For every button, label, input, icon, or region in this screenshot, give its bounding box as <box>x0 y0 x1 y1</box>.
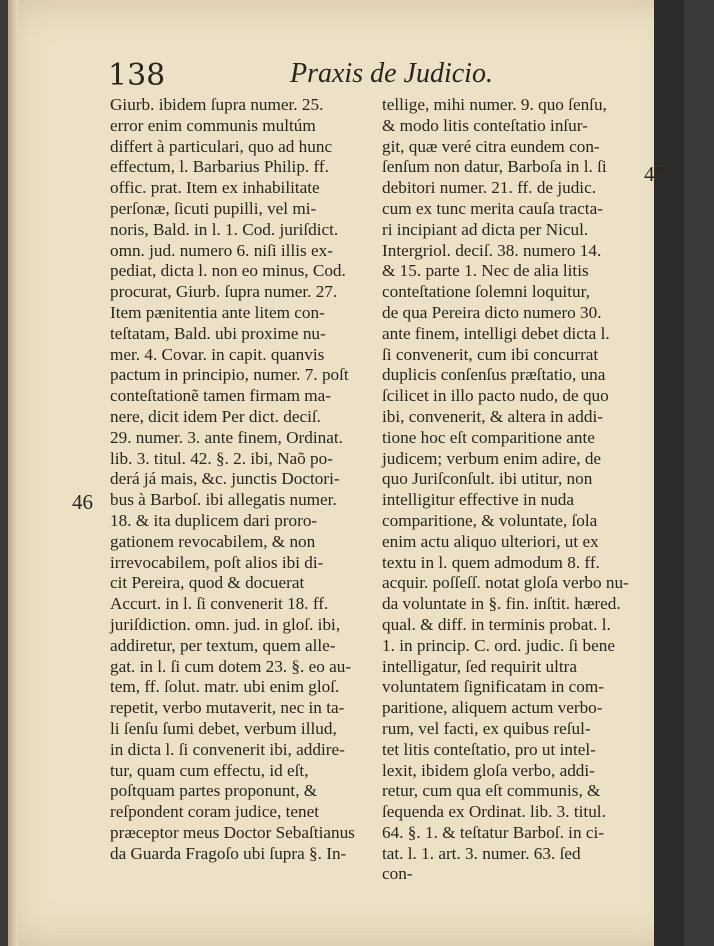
text-line: ſi convenerit, cum ibi concurrat <box>382 344 599 364</box>
text-line: error enim communis multúm <box>110 115 316 135</box>
text-line: tat. l. 1. art. 3. numer. 63. ſed <box>382 843 581 863</box>
text-line: voluntatem ſignificatam in com- <box>382 677 604 697</box>
text-line: ibi, convenerit, & altera in addi- <box>382 406 603 426</box>
book-page <box>8 0 684 946</box>
text-line: addiretur, per textum, quem alle- <box>110 635 336 655</box>
text-line: reſpondent coram judice, tenet <box>110 802 320 822</box>
text-line: paritione, aliquem actum verbo- <box>382 698 603 718</box>
text-line: nere, dicit idem Per dict. deciſ. <box>110 406 321 426</box>
text-line: ri incipiant ad dicta per Nicul. <box>382 219 589 239</box>
text-line: cit Pereira, quod & docuerat <box>110 573 305 593</box>
text-line: tet litis conteſtatio, pro ut intel- <box>382 739 596 759</box>
text-line: de qua Pereira dicto numero 30. <box>382 302 602 322</box>
text-line: cum ex tunc merita cauſa tracta- <box>382 198 603 218</box>
text-line: ſenſum non datur, Barboſa in l. ſi <box>382 157 607 177</box>
text-line: Intergriol. deciſ. 38. numero 14. <box>382 240 602 260</box>
text-line: juriſdiction. omn. jud. in gloſ. ibi, <box>110 614 341 634</box>
text-line: 1. in princip. C. ord. judic. ſi bene <box>382 635 615 655</box>
text-line: 29. numer. 3. ante finem, Ordinat. <box>110 427 343 447</box>
text-line: enim actu aliquo ulteriori, ut ex <box>382 531 599 551</box>
left-text-column <box>110 95 372 864</box>
text-line: tur, quam cum effectu, id eſt, <box>110 760 309 780</box>
text-line: retur, cum qua eſt communis, & <box>382 781 601 801</box>
text-line: conteſtationẽ tamen firmam ma- <box>110 386 331 406</box>
text-line: pactum in principio, numer. 7. poſt <box>110 365 349 385</box>
text-line: irrevocabilem, poſt alios ibi di- <box>110 552 324 572</box>
right-text-column <box>382 95 644 885</box>
text-line: qual. & diff. in terminis probat. l. <box>382 614 611 634</box>
text-line: da voluntate in §. fin. inſtit. hæred. <box>382 594 621 614</box>
text-line: tem, ff. ſolut. matr. ubi enim gloſ. <box>110 677 340 697</box>
page-number: 138 <box>108 58 166 93</box>
text-line: tellige, mihi numer. 9. quo ſenſu, <box>382 95 607 114</box>
text-line: git, quæ veré citra eundem con- <box>382 136 600 156</box>
text-line: omn. jud. numero 6. niſi illis ex- <box>110 240 333 260</box>
text-line: in dicta l. ſi convenerit ibi, addire- <box>110 739 345 759</box>
text-line: lexit, ibidem gloſa verbo, addi- <box>382 760 595 780</box>
text-line: textu in l. quem admodum 8. ff. <box>382 552 600 572</box>
text-line: quo Juriſconſult. ibi utitur, non <box>382 469 593 489</box>
text-line: derá já mais, &c. junctis Doctori- <box>110 469 340 489</box>
text-line: lib. 3. titul. 42. §. 2. ibi, Naõ po- <box>110 448 333 468</box>
text-line: Accurt. in l. ſi convenerit 18. ff. <box>110 594 329 614</box>
margin-number-left: 46 <box>72 490 93 514</box>
page-edge-shadow <box>654 0 684 946</box>
margin-number-right: 47 <box>644 162 665 186</box>
running-title: Praxis de Judicio. <box>290 58 493 89</box>
text-line: ſcilicet in illo pacto nudo, de quo <box>382 386 609 406</box>
text-line: perſonæ, ſicuti pupilli, vel mi- <box>110 198 317 218</box>
text-line: bus à Barboſ. ibi allegatis numer. <box>110 490 337 510</box>
text-line: offic. prat. Item ex inhabilitate <box>110 178 320 198</box>
text-line: duplicis conſenſus præſtatio, una <box>382 365 606 385</box>
text-line: judicem; verbum enim adire, de <box>382 448 602 468</box>
text-line: da Guarda Fragoſo ubi ſupra §. In- <box>110 843 347 863</box>
text-line: & modo litis conteſtatio inſur- <box>382 115 588 135</box>
text-line: tione hoc eſt comparitione ante <box>382 427 595 447</box>
text-line: præceptor meus Doctor Sebaſtianus <box>110 822 355 842</box>
text-line: Item pænitentia ante litem con- <box>110 302 325 322</box>
text-line: 18. & ita duplicem dari proro- <box>110 510 318 530</box>
text-line: ante finem, intelligi debet dicta l. <box>382 323 610 343</box>
text-line: li ſenſu ſumi debet, verbum illud, <box>110 718 337 738</box>
text-line: Giurb. ibidem ſupra numer. 25. <box>110 95 324 114</box>
text-line: gationem revocabilem, & non <box>110 531 316 551</box>
text-line: & 15. parte 1. Nec de alia litis <box>382 261 589 281</box>
text-line: repetit, verbo mutaverit, nec in ta- <box>110 698 345 718</box>
text-line: 64. §. 1. & teſtatur Barboſ. in ci- <box>382 822 604 842</box>
text-line: rum, vel facti, ex quibus reſul- <box>382 718 591 738</box>
text-line: procurat, Giurb. ſupra numer. 27. <box>110 282 338 302</box>
text-line: acquir. poſſeſſ. notat gloſa verbo nu- <box>382 573 629 593</box>
text-line: conteſtatione ſolemni loquitur, <box>382 282 590 302</box>
page-gutter <box>8 0 18 946</box>
text-line: effectum, l. Barbarius Philip. ff. <box>110 157 329 177</box>
text-line: debitori numer. 21. ff. de judic. <box>382 178 597 198</box>
text-line: con- <box>382 864 413 884</box>
text-line: intelligitur effective in nuda <box>382 490 575 510</box>
text-line: poſtquam partes proponunt, & <box>110 781 318 801</box>
text-line: comparitione, & voluntate, ſola <box>382 510 598 530</box>
text-line: teſtatam, Bald. ubi proxime nu- <box>110 323 326 343</box>
text-line: mer. 4. Covar. in capit. quanvis <box>110 344 325 364</box>
text-line: intelligatur, ſed requirit ultra <box>382 656 577 676</box>
text-line: ſequenda ex Ordinat. lib. 3. titul. <box>382 802 606 822</box>
text-line: noris, Bald. in l. 1. Cod. juriſdict. <box>110 219 339 239</box>
text-line: gat. in l. ſi cum dotem 23. §. eo au- <box>110 656 352 676</box>
text-line: pediat, dicta l. non eo minus, Cod. <box>110 261 346 281</box>
text-line: differt à particulari, quo ad hunc <box>110 136 333 156</box>
